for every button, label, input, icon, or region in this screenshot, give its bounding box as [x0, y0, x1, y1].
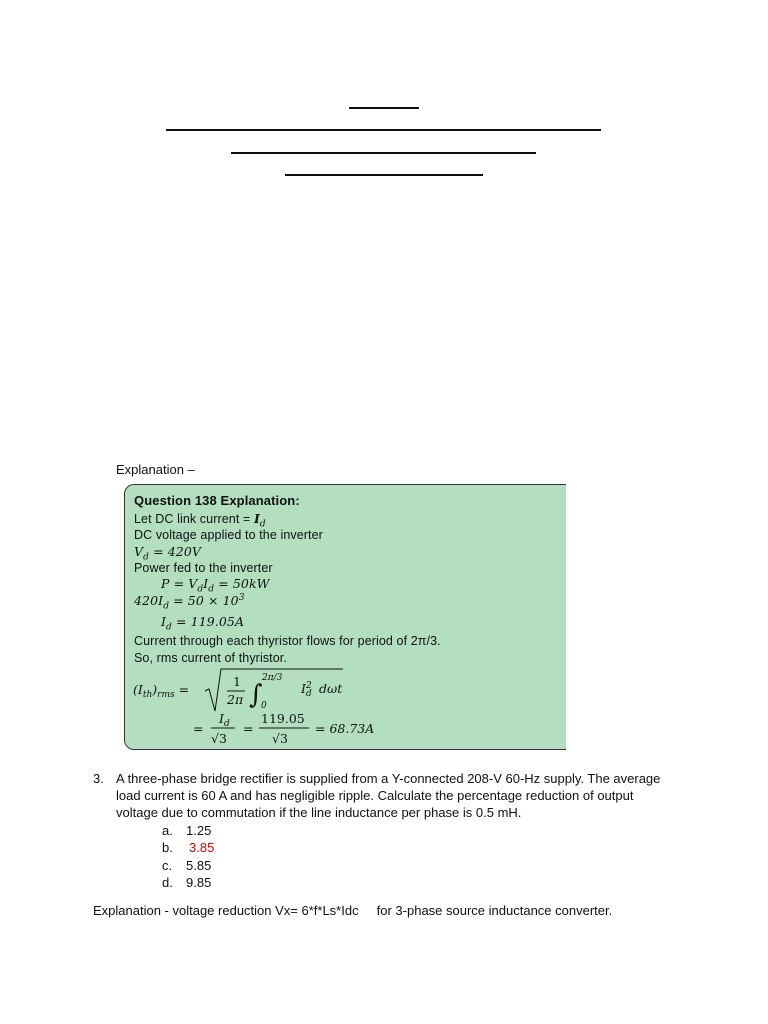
box-line-rms: So, rms current of thyristor. — [134, 651, 287, 665]
svg-text:dωt: dωt — [319, 681, 343, 696]
svg-text:=: = — [243, 721, 254, 736]
svg-text:√3: √3 — [211, 731, 227, 746]
box-line-p: $P = V_dI_d = 50kW$ — [161, 576, 270, 595]
explanation-box — [124, 484, 566, 750]
svg-text:=: = — [193, 721, 204, 736]
svg-text:∫: ∫ — [249, 680, 263, 710]
box-line-420id: $420I_d = 50 \times 10^3$ — [134, 593, 245, 612]
option-c: c. 5.85 — [162, 858, 212, 873]
box-line-dc-voltage: DC voltage applied to the inverter — [134, 528, 323, 542]
svg-text:0: 0 — [261, 701, 267, 711]
box-line-id: $I_d = 119.05A$ — [161, 614, 245, 633]
svg-text:2π/3: 2π/3 — [262, 673, 283, 683]
rms-equation — [131, 661, 551, 751]
svg-text:= 68.73A: = 68.73A — [315, 721, 375, 736]
title-rule-1 — [349, 107, 419, 109]
box-heading: Question 138 Explanation: — [134, 493, 300, 508]
footer-explanation: Explanation - voltage reduction Vx= 6*f*Ls*Idc for 3-phase source inductance converter. — [93, 903, 613, 918]
svg-text:2π: 2π — [227, 692, 244, 707]
svg-text:d: d — [306, 689, 312, 699]
svg-text:119.05: 119.05 — [261, 711, 305, 726]
option-b: b. 3.85 — [162, 840, 215, 855]
box-line-current-period: Current through each thyristor flows for period of 2π/3. — [134, 634, 441, 648]
option-d: d. 9.85 — [162, 875, 212, 890]
svg-text:I2: $I^2$ — [301, 681, 312, 696]
option-a: a. 1.25 — [162, 823, 212, 838]
svg-text:Id: $I_d$ — [219, 711, 230, 729]
svg-text:√3: √3 — [272, 731, 288, 746]
box-line-power: Power fed to the inverter — [134, 561, 273, 575]
box-line-dc-link: Let DC link current = $I_d$ — [134, 511, 266, 530]
question-number: 3. — [93, 771, 104, 786]
correct-answer: 3.85 — [189, 840, 215, 855]
svg-text:(Ith)rms =: $(I_{th})_{rms}$ = — [133, 682, 190, 700]
title-rule-4 — [285, 174, 483, 176]
title-rule-2 — [166, 129, 601, 131]
question-text: A three-phase bridge rectifier is supplied from a Y-connected 208-V 60-Hz supply. The average load current is 60 A and has negligible ripple. Calculate the percentage reduction of output voltage due to commutation if the line inductance per phase is 0.5 mH. — [116, 771, 661, 820]
svg-text:1: 1 — [233, 674, 241, 689]
explanation-label: Explanation – — [116, 462, 195, 477]
title-rule-3 — [231, 152, 536, 154]
box-line-vd: $V_d = 420V$ — [134, 544, 202, 563]
